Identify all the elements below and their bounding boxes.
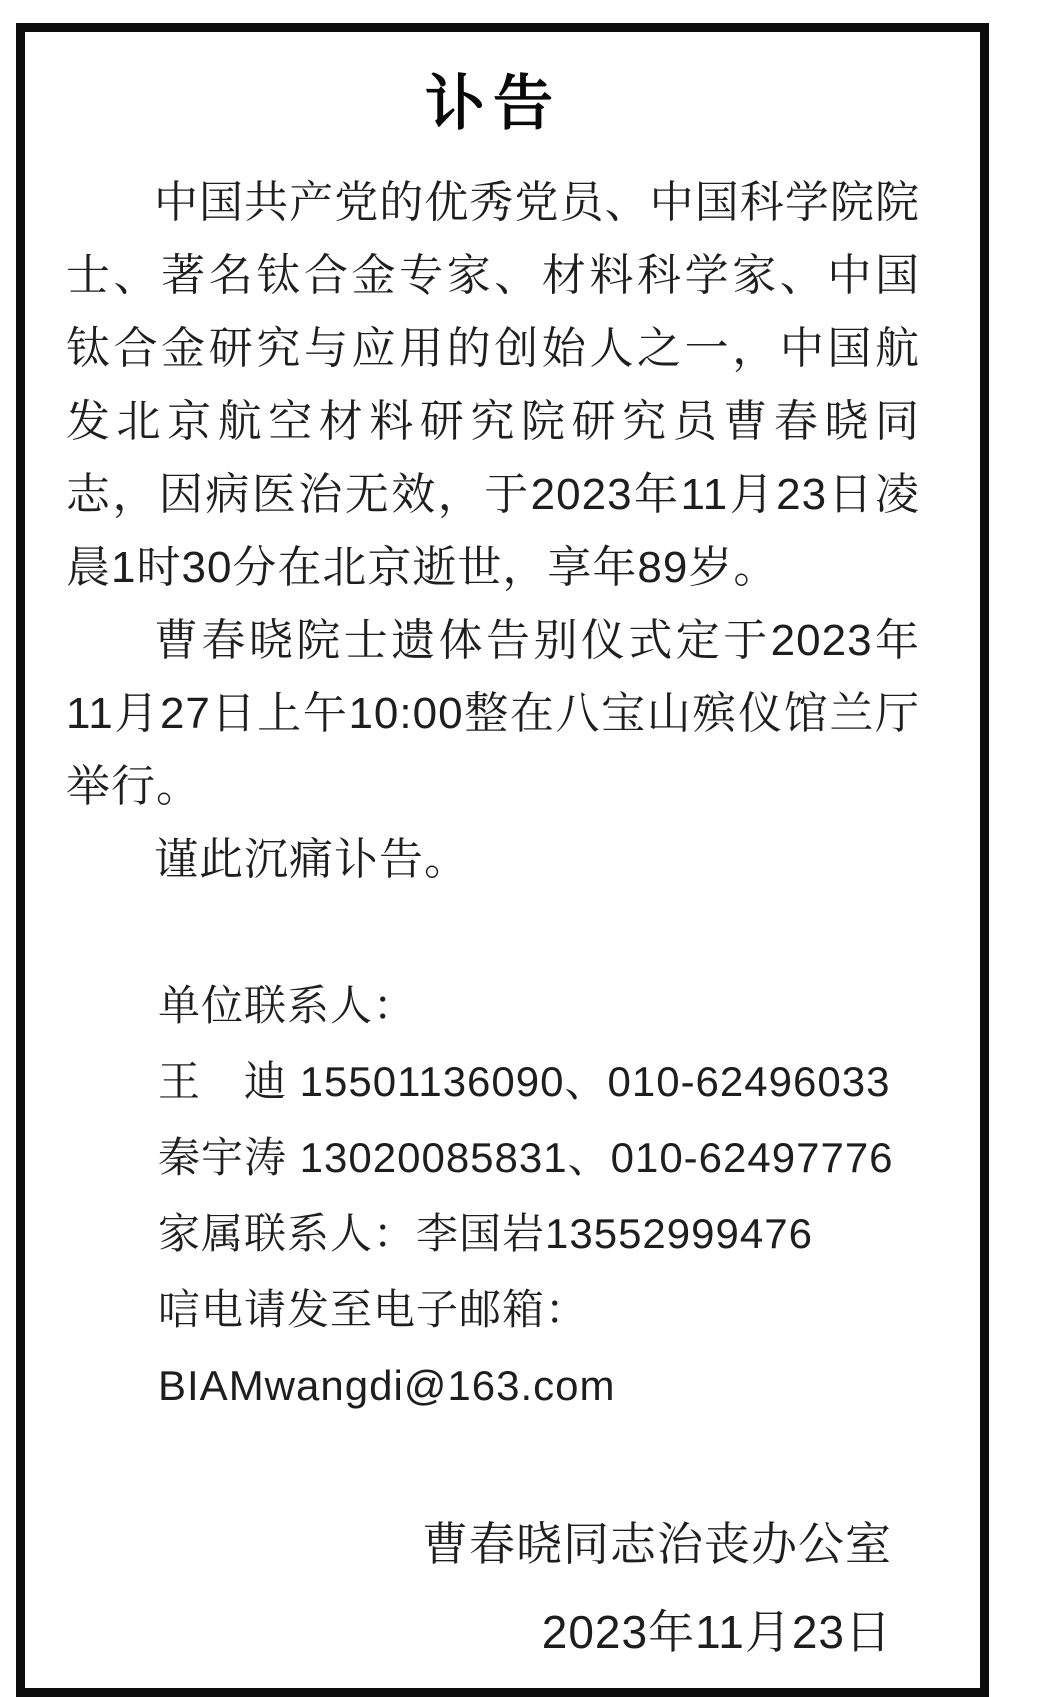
obituary-paragraph-death-announcement: 中国共产党的优秀党员、中国科学院院士、著名钛合金专家、材料科学家、中国钛合金研究与应用的创始人之一，中国航发北京航空材料研究院研究员曹春晓同志，因病医治无效，于2023年11月23日凌晨1时30分在北京逝世，享年89岁。 — [66, 178, 920, 592]
contact-line-email-address: BIAMwangdi@163.com — [158, 1362, 616, 1409]
obituary-title: 讣告 — [425, 70, 561, 137]
contact-line-family-contact: 家属联系人：李国岩13552999476 — [158, 1210, 813, 1257]
signature-date: 2023年11月23日 — [541, 1606, 892, 1658]
signature-office: 曹春晓同志治丧办公室 — [422, 1518, 892, 1570]
obituary-border-frame — [16, 23, 989, 1697]
contact-line-unit-label: 单位联系人： — [158, 982, 417, 1029]
obituary-paragraph-farewell-ceremony: 曹春晓院士遗体告别仪式定于2023年11月27日上午10:00整在八宝山殡仪馆兰厅举行。 — [66, 616, 920, 811]
signature-block — [66, 1500, 920, 1676]
obituary-paragraph-closing: 谨此沉痛讣告。 — [154, 835, 469, 884]
contact-line-qin-yutao: 秦宇涛 13020085831、010-62497776 — [158, 1134, 894, 1181]
contact-block — [158, 968, 920, 1424]
contact-line-condolence-email-label: 唁电请发至电子邮箱： — [158, 1286, 589, 1333]
contact-line-wang-di: 王 迪 15501136090、010-62496033 — [158, 1058, 891, 1105]
